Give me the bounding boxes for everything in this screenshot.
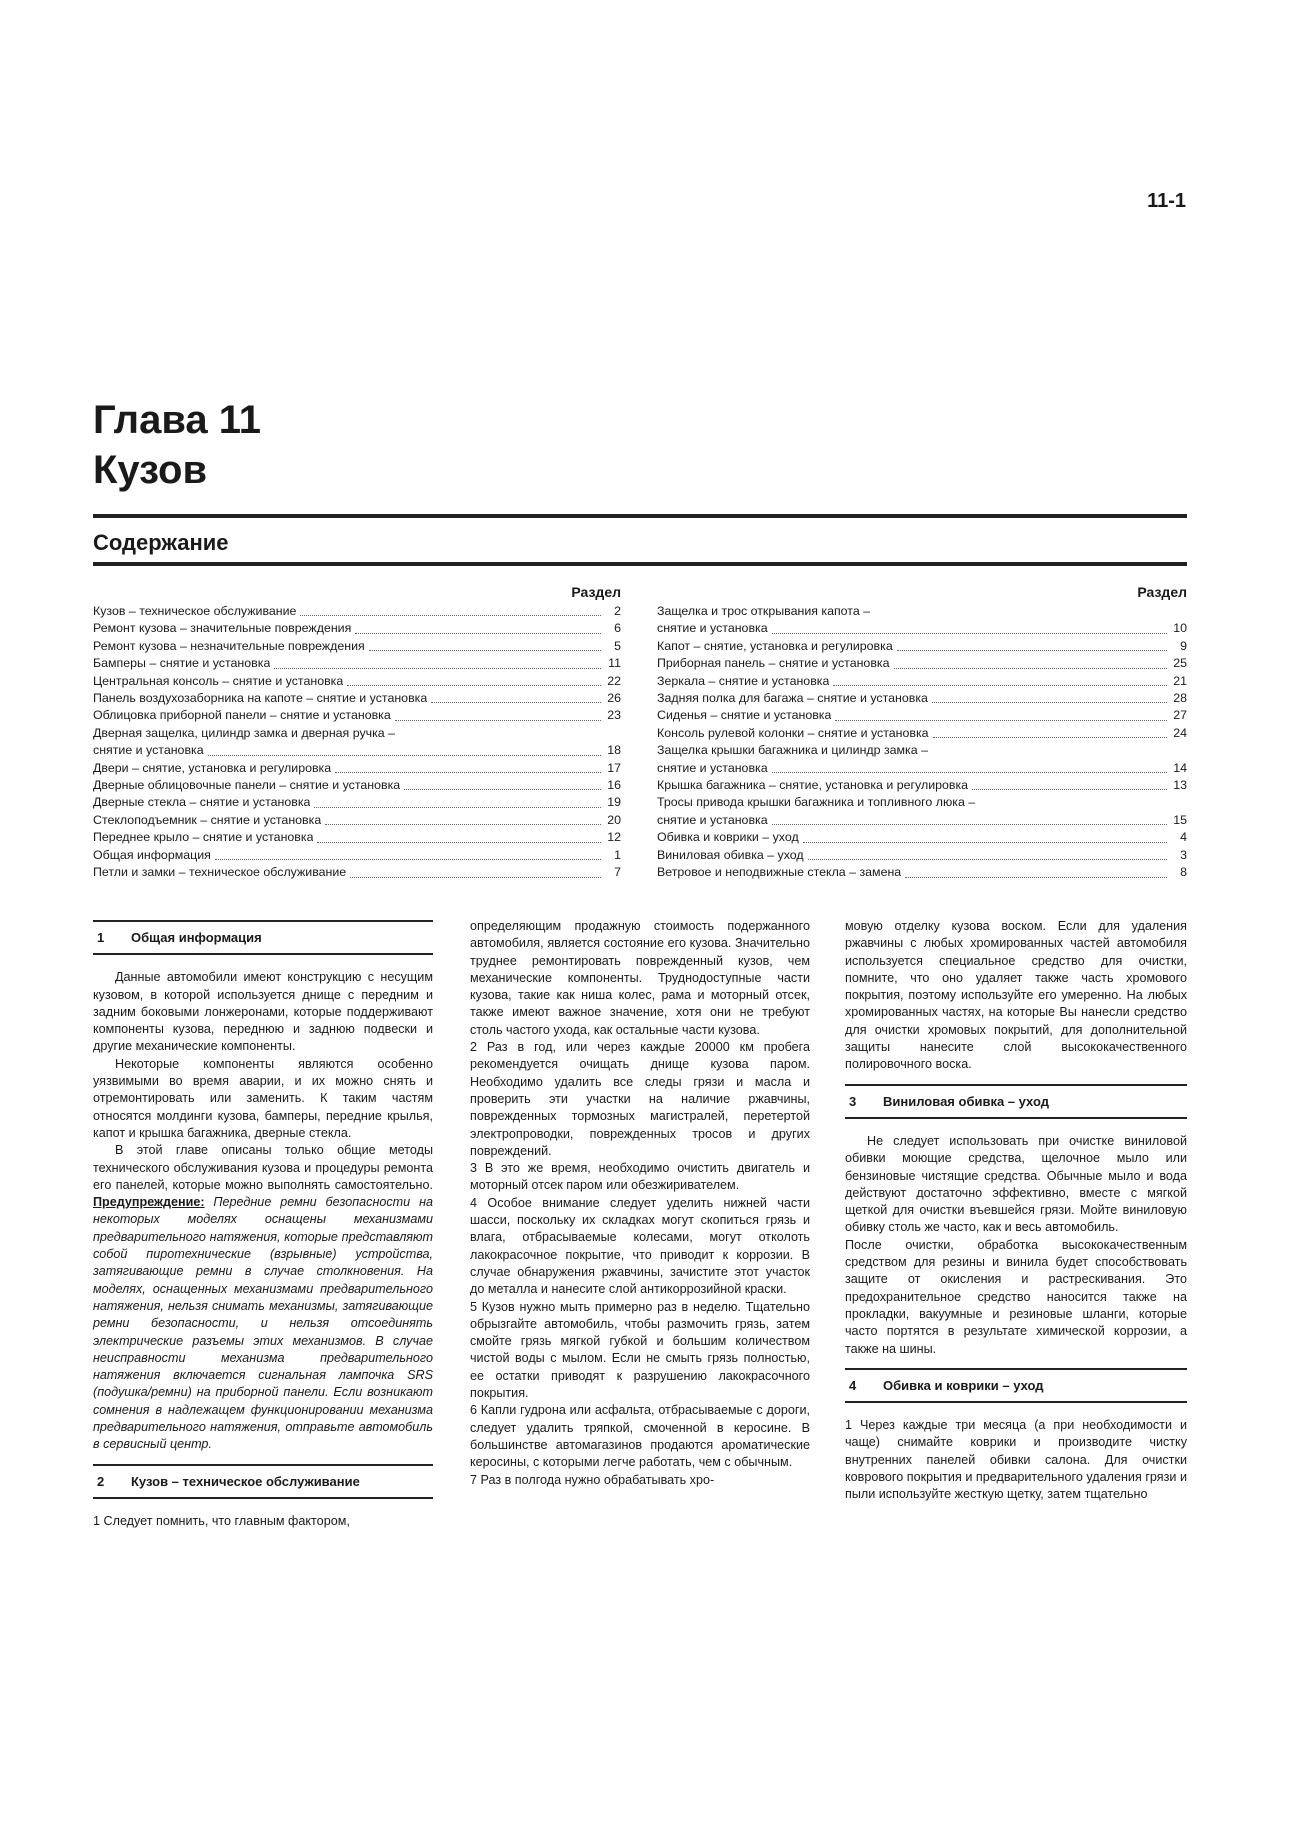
toc-column-header: Раздел — [1137, 584, 1187, 600]
toc-entry-number: 5 — [614, 638, 621, 653]
toc-entry-title: Дверная защелка, цилиндр замка и дверная ручка – — [93, 725, 396, 740]
warning-label: Предупреждение: — [93, 1195, 205, 1210]
toc-leader-dots — [772, 633, 1167, 634]
toc-entry-number: 22 — [607, 673, 621, 688]
toc-entry-title: Центральная консоль – снятие и установка — [93, 673, 344, 688]
toc-entry — [657, 725, 1187, 742]
toc-entry-number: 10 — [1173, 621, 1187, 636]
toc-leader-dots — [395, 720, 601, 721]
toc-entry-number: 18 — [607, 743, 621, 758]
toc-entry-number: 9 — [1180, 638, 1187, 653]
section-heading — [845, 1368, 1187, 1403]
chapter-name: Кузов — [93, 448, 208, 492]
toc-entry-number: 7 — [614, 865, 621, 880]
toc-entry-number: 6 — [614, 621, 621, 636]
toc-entry — [657, 829, 1187, 846]
contents-title: Содержание — [93, 530, 229, 555]
toc-entry — [93, 707, 621, 724]
paragraph: Данные автомобили имеют конструкцию с несущим кузовом, в которой используется днище с передним и задним боковыми лонжеронами, которые поддерживают компоненты кузова, переднюю и заднюю подвески и другие механические компоненты. — [93, 970, 433, 1054]
section-heading — [93, 1464, 433, 1499]
paragraph: определяющим продажную стоимость подержанного автомобиля, является состояние его кузова. Значительно труднее ремонтировать поврежденный кузов, чем механические компоненты. Труднодоступные части кузова, такие как ниша колес, рама и моторный отсек, также имеют важное значение, хотя они не требуют столь частого ухода, как остальные части кузова. — [470, 919, 810, 1037]
toc-leader-dots — [803, 842, 1167, 843]
toc-entry-number: 16 — [607, 778, 621, 793]
toc-entry — [657, 864, 1187, 881]
toc-entry-number: 11 — [608, 656, 621, 671]
toc-entry-title: Защелка и трос открывания капота – — [657, 604, 871, 618]
toc-entry-number: 4 — [1180, 830, 1187, 845]
toc-entry — [93, 760, 621, 777]
toc-right-column — [657, 581, 1187, 882]
toc-entry — [657, 620, 1187, 637]
toc-entry — [93, 673, 621, 690]
toc-leader-dots — [208, 755, 601, 756]
toc-entry-title: Зеркала – снятие и установка — [657, 673, 830, 688]
paragraph: Некоторые компоненты являются особенно уязвимыми во время аварии, и их можно снять и отремонтировать или заменить. К таким частям относятся молдинги кузова, бамперы, передние крылья, капот и крышка багажника, дверные стекла. — [93, 1056, 433, 1140]
toc-entry-title: Задняя полка для багажа – снятие и установка — [657, 691, 928, 706]
section-title: Кузов – техническое обслуживание — [131, 1473, 360, 1489]
toc-entry — [93, 655, 621, 672]
toc-entry — [657, 673, 1187, 690]
toc-entry — [93, 794, 621, 811]
toc-entry — [657, 690, 1187, 707]
toc-leader-dots — [314, 807, 601, 808]
toc-entry — [93, 690, 621, 707]
toc-entry-number: 24 — [1173, 725, 1187, 740]
toc-entry — [93, 620, 621, 637]
toc-entry-title: Переднее крыло – снятие и установка — [93, 830, 314, 845]
toc-entry — [93, 864, 621, 881]
toc-entry — [657, 655, 1187, 672]
section-number: 4 — [849, 1377, 857, 1393]
toc-leader-dots — [772, 824, 1167, 825]
toc-entry-number: 2 — [614, 604, 621, 618]
toc-entry — [93, 603, 621, 620]
toc-leader-dots — [933, 737, 1167, 738]
toc-entry-title: Защелка крышки багажника и цилиндр замка – — [657, 743, 928, 758]
paragraph: мовую отделку кузова воском. Если для удаления ржавчины с любых хромированных частей автомобиля используется специальное средство для очистки, помните, что оно удаляет также часть хромового покрытия, поэтому используйте его умеренно. На любых хромированных частях, на которые Вы нанесли средство для очистки хромовых покрытий, для дополнительной защиты нанесите слой высококачественного полировочного воска. — [845, 919, 1187, 1072]
toc-entry-title: Ремонт кузова – незначительные повреждения — [93, 638, 365, 653]
text-column-3 — [845, 918, 1187, 1504]
toc-entry — [93, 777, 621, 794]
toc-entry-title: снятие и установка — [657, 621, 768, 636]
toc-leader-dots — [772, 772, 1167, 773]
paragraph — [93, 1142, 433, 1453]
toc-entry-number: 13 — [1173, 778, 1187, 793]
paragraph: 1 Следует помнить, что главным фактором, — [93, 1513, 350, 1528]
toc-entry-title: Бамперы – снятие и установка — [93, 656, 271, 671]
toc-entry-number: 25 — [1173, 656, 1187, 671]
toc-leader-dots — [335, 772, 601, 773]
toc-entry-title: снятие и установка — [93, 743, 204, 758]
toc-entry-number: 1 — [614, 847, 621, 862]
text-column-1 — [93, 920, 433, 1530]
chapter-number: Глава 11 — [93, 398, 262, 442]
toc-entry — [93, 847, 621, 864]
toc-leader-dots — [835, 720, 1167, 721]
toc-entry-title: Облицовка приборной панели – снятие и установка — [93, 708, 391, 723]
toc-entry-title: Ветровое и неподвижные стекла – замена — [657, 865, 902, 880]
toc-leader-dots — [317, 842, 601, 843]
toc-entry-title: Виниловая обивка – уход — [657, 847, 804, 862]
toc-entry — [657, 777, 1187, 794]
toc-leader-dots — [325, 824, 601, 825]
toc-entry-title: Кузов – техническое обслуживание — [93, 604, 297, 618]
toc-entry-number: 26 — [607, 691, 621, 706]
toc-entry-title: Тросы привода крышки багажника и топливного люка – — [657, 795, 976, 810]
section-title: Виниловая обивка – уход — [883, 1093, 1049, 1109]
toc-entry-title: снятие и установка — [657, 760, 768, 775]
toc-left-column — [93, 581, 621, 882]
toc-entry-title: Дверные стекла – снятие и установка — [93, 795, 311, 810]
toc-entry — [657, 812, 1187, 829]
toc-column-header: Раздел — [571, 584, 621, 600]
paragraph: 4 Особое внимание следует уделить нижней части шасси, поскольку их складках могут скопиться грязь и влага, отбрасываемые колесами, могут отколоть лакокрасочное покрытие, что приводит к коррозии. В случае обнаружения ржавчины, зачистите этот участок до металла и нанесите слой антикоррозийной краски. — [470, 1195, 810, 1297]
toc-entry-number: 23 — [607, 708, 621, 723]
paragraph: 1 Через каждые три месяца (а при необходимости и чаще) снимайте коврики и производите чистку внутренних панелей обивки салона. Для очистки коврового покрытия и предварительного удаления грязи и пыли используйте жесткую щетку, затем тщательно — [845, 1418, 1187, 1502]
toc-entry-title: Крышка багажника – снятие, установка и регулировка — [657, 778, 969, 793]
toc-entry-title: Петли и замки – техническое обслуживание — [93, 865, 347, 880]
toc-leader-dots — [369, 650, 601, 651]
section-number: 1 — [97, 930, 105, 945]
toc-leader-dots — [215, 859, 601, 860]
page-number: 11-1 — [1147, 190, 1186, 212]
toc-entry-title: Общая информация — [93, 847, 211, 862]
toc-leader-dots — [905, 877, 1167, 878]
toc-leader-dots — [404, 789, 601, 790]
text-column-2 — [470, 918, 810, 1489]
paragraph: 2 Раз в год, или через каждые 20000 км пробега рекомендуется очищать днище кузова паром. Необходимо удалить все следы грязи и масла и проверить эти участки на наличие ржавчины, поврежденных тормозных магистралей, перетертой электропроводки, поврежденных тросов и других повреждений. — [470, 1040, 810, 1158]
paragraph-text: В этой главе описаны только общие методы технического обслуживания кузова и процедуры ремонта его панелей, которые можно выполнять самостоятельно. — [93, 1143, 433, 1192]
toc-leader-dots — [833, 685, 1167, 686]
paragraph: Не следует использовать при очистке виниловой обивки моющие средства, щелочное мыло или бензиновые чистящие средства. Обычные мыло и вода действуют достаточно эффективно, вместе с мягкой щеткой для очистки въевшейся грязи. Мойте виниловую обивку столь же часто, как и весь автомобиль. — [845, 1133, 1187, 1235]
toc-entry-title: Ремонт кузова – значительные повреждения — [93, 621, 352, 636]
toc-entry-number: 21 — [1173, 673, 1187, 688]
toc-entry-number: 3 — [1180, 847, 1187, 862]
toc-entry-title: Капот – снятие, установка и регулировка — [657, 638, 893, 653]
paragraph: 7 Раз в полгода нужно обрабатывать хро- — [470, 1472, 715, 1487]
section-heading — [845, 1084, 1187, 1119]
toc-leader-dots — [347, 685, 601, 686]
divider-top — [93, 514, 1187, 518]
toc-entry-number: 27 — [1173, 708, 1187, 723]
toc-leader-dots — [808, 859, 1167, 860]
toc-entry-number: 8 — [1180, 865, 1187, 880]
toc-entry-title: Сиденья – снятие и установка — [657, 708, 832, 723]
toc-entry-number: 28 — [1173, 691, 1187, 706]
section-title: Общая информация — [131, 930, 262, 945]
divider-bottom — [93, 562, 1187, 566]
toc-leader-dots — [300, 615, 601, 616]
paragraph: После очистки, обработка высококачественным средством для резины и винила будет способствовать защите от окисления и растрескивания. Это предохранительное средство наносится также на прокладки, вакуумные и резиновые шланги, которые часто портятся в результате химической коррозии, а также на шины. — [845, 1237, 1187, 1356]
toc-entry — [657, 638, 1187, 655]
paragraph: 3 В это же время, необходимо очистить двигатель и моторный отсек паром или обезжиривателем. — [470, 1161, 810, 1193]
toc-leader-dots — [932, 702, 1167, 703]
toc-entry — [93, 638, 621, 655]
toc-entry — [657, 760, 1187, 777]
toc-entry-title: Панель воздухозаборника на капоте – снятие и установка — [93, 691, 428, 706]
toc-entry-number: 14 — [1173, 760, 1187, 775]
toc-leader-dots — [894, 668, 1168, 669]
toc-entry-number: 20 — [607, 812, 621, 827]
section-number: 2 — [97, 1473, 105, 1489]
toc-entry-number: 17 — [607, 760, 621, 775]
toc-entry-title: Дверные облицовочные панели – снятие и установка — [93, 778, 401, 793]
toc-leader-dots — [972, 789, 1167, 790]
section-heading — [93, 920, 433, 955]
toc-leader-dots — [431, 702, 601, 703]
toc-entry — [657, 847, 1187, 864]
toc-entry-number: 19 — [607, 795, 621, 810]
toc-entry-title: Двери – снятие, установка и регулировка — [93, 760, 332, 775]
toc-entry — [657, 707, 1187, 724]
toc-entry-number: 15 — [1173, 812, 1187, 827]
paragraph: 6 Капли гудрона или асфальта, отбрасываемые с дороги, следует удалить тряпкой, смоченной в керосине. В большинстве автомагазинов продаются ароматические керосины, с которыми легче работать, чем с обычным. — [470, 1403, 810, 1470]
section-title: Обивка и коврики – уход — [883, 1377, 1044, 1393]
toc-entry — [93, 829, 621, 846]
toc-leader-dots — [350, 877, 601, 878]
toc-entry-title: снятие и установка — [657, 812, 768, 827]
paragraph: 5 Кузов нужно мыть примерно раз в неделю. Тщательно обрызгайте автомобиль, чтобы размочить грязь, затем смойте грязь мягкой губкой и большим количеством чистой воды с мылом. Если не смыть грязь полностью, ее остатки приводят к разрушению лакокрасочного покрытия. — [470, 1299, 810, 1401]
warning-text: Передние ремни безопасности на некоторых моделях оснащены механизмами предварительного натяжения, которые представляют собой пиротехнические (взрывные) устройства, затягивающие ремни в случае столкновения. На моделях, оснащенных механизмами предварительного натяжения, нельзя снимать механизмы, затягивающие ремни безопасности, и нельзя отсоединять электрические разъемы этих механизмов. В случае неисправности механизма предварительного натяжения включается сигнальная лампочка SRS (подушка/ремни) на приборной панели. Если возникают сомнения в надлежащем функционировании механизма предварительного натяжения, отправьте автомобиль в сервисный центр. — [93, 1195, 433, 1452]
toc-entry-number: 12 — [607, 830, 621, 845]
toc-leader-dots — [274, 668, 601, 669]
section-number: 3 — [849, 1093, 857, 1109]
toc-entry-title: Приборная панель – снятие и установка — [657, 656, 890, 671]
toc-leader-dots — [897, 650, 1167, 651]
toc-entry — [93, 812, 621, 829]
toc-leader-dots — [355, 633, 601, 634]
chapter-title — [93, 395, 261, 495]
toc-entry-title: Консоль рулевой колонки – снятие и установка — [657, 725, 929, 740]
toc-entry — [93, 742, 621, 759]
toc-entry-title: Стеклоподъемник – снятие и установка — [93, 812, 322, 827]
toc-entry-title: Обивка и коврики – уход — [657, 830, 799, 845]
